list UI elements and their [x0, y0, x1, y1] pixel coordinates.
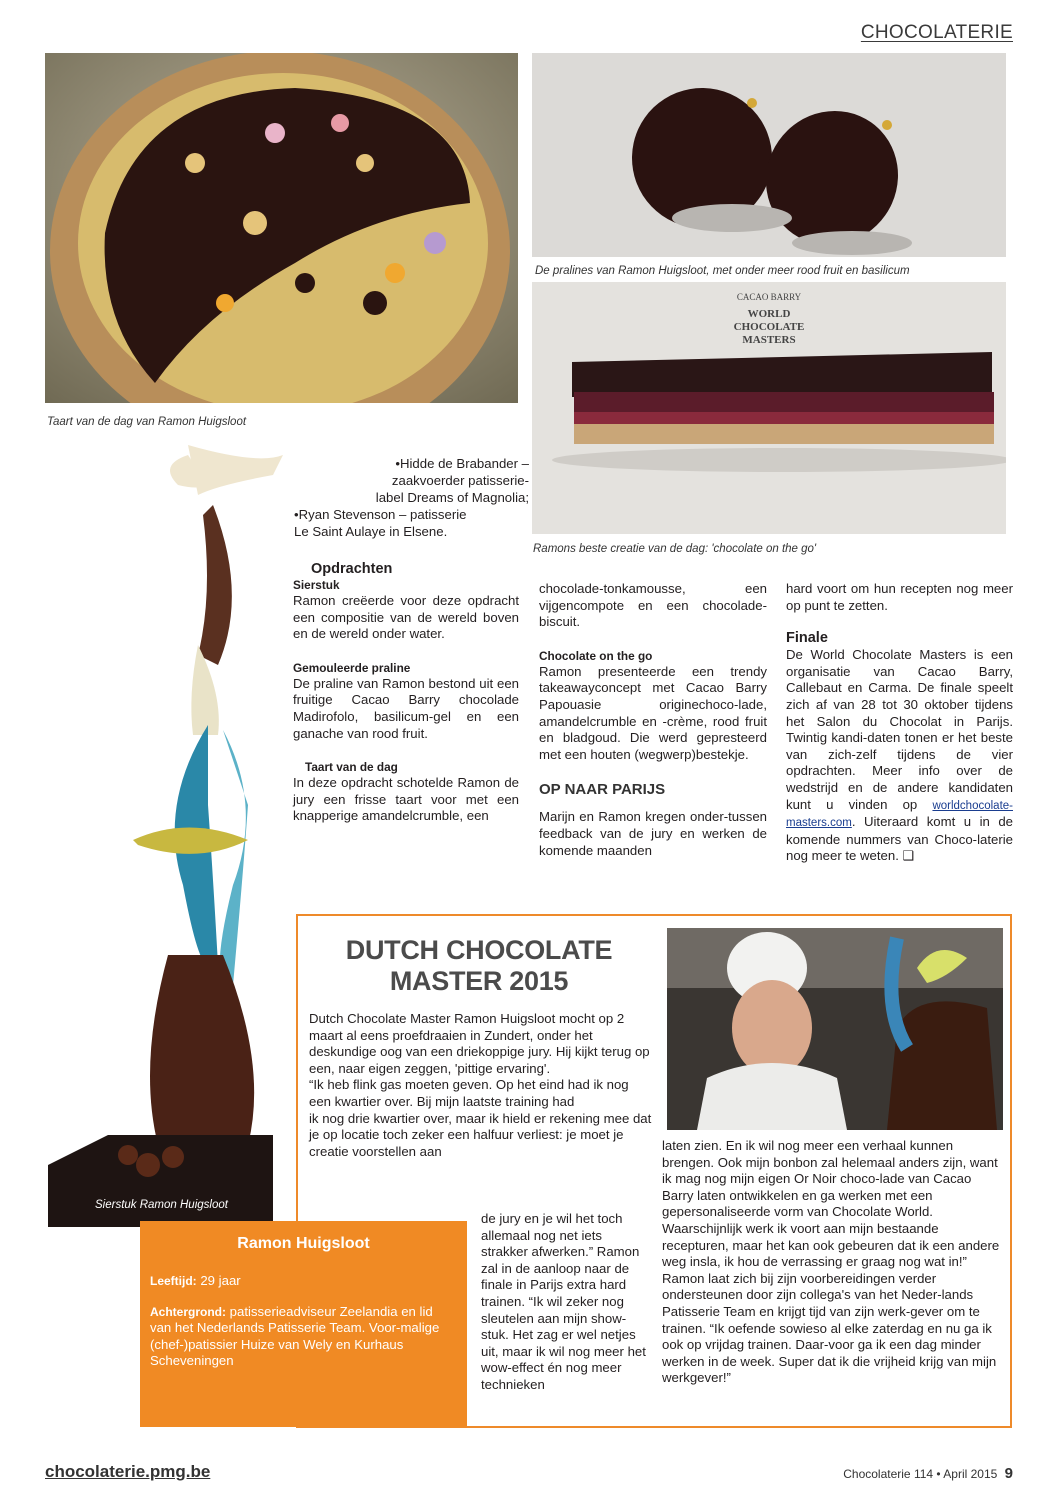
paragraph: Dutch Chocolate Master Ramon Huigsloot mocht op 2 maart al eens proefdraaien in Zundert, onder het deskundige oog van een driekoppige jury. Hij kijkt terug op een, naar eigen zeggen, 'pittige ervaring'. [309, 1011, 650, 1076]
title-line: DUTCH CHOCOLATE [345, 935, 613, 965]
profile-background [150, 1304, 457, 1370]
footer-issue [843, 1465, 1013, 1482]
background-value: patisserieadviseur Zeelandia en lid van het Nederlands Patisserie Team. Voor-malige (chef-)patissier Huize van Wely en Kurhaus Scheveningen [150, 1303, 440, 1368]
list-item: Le Saint Aulaye in Elsene. [294, 524, 448, 539]
paragraph: de jury en je wil het toch allemaal nog net iets strakker afwerken.” Ramon zal in de aanloop naar de finale in Parijs extra hard trainen. “Ik wil zeker nog sleutelen aan mijn show-stuk. Het zag er wel netjes uit, maar ik wil nog meer het wow-effect én nog meer technieken [481, 1211, 646, 1392]
footer-site-link[interactable]: chocolaterie.pmg.be [45, 1462, 211, 1481]
paragraph [786, 647, 1013, 865]
tart-caption: Taart van de dag van Ramon Huigsloot [47, 416, 247, 428]
tart-photo [45, 53, 518, 403]
feature-mid-col [481, 1211, 651, 1394]
subheading: Gemouleerde praline [293, 660, 411, 675]
paragraph: ik nog drie kwartier over, maar ik hield er rekening mee dat je op locatie toch zeker een halfuur verliest: je moet je creatie voorstellen aan [309, 1110, 652, 1159]
column-1 [293, 561, 519, 825]
subheading: Chocolate on the go [539, 648, 653, 663]
profile-age [150, 1273, 457, 1290]
paragraph-text: De World Chocolate Masters is een organisatie van Cacao Barry, Callebaut en Carma. De finale speelt zich af van 28 tot 30 oktober tijdens het Salon du Chocolat in Parijs. Twintig kandi-daten tonen er het beste van zich-zelf tijdens de vier opdrachten. Meer info over de wedstrijd en de andere kandidaten kunt u vinden op [786, 647, 1013, 812]
jury-list [294, 455, 529, 540]
list-item: label Dreams of Magnolia; [375, 490, 529, 505]
svg-text:MASTERS: MASTERS [742, 334, 796, 346]
column-3 [786, 581, 1013, 865]
section-heading: Finale [786, 630, 828, 647]
profile-title: Ramon Huigsloot [237, 1235, 370, 1252]
paragraph: hard voort om hun recepten nog meer op punt te zetten. [786, 581, 1013, 613]
bar-photo [532, 282, 1006, 534]
paragraph: laten zien. En ik wil nog meer een verhaal kunnen brengen. Ook mijn bonbon zal helemaal anders zijn, want ik mag nog mijn eigen Or Noir choco-lade van Cacao Barry laten ontwikkelen en ga werken met een gepersonaliseerde vorm van Chocolate World. Waarschijnlijk werk ik voort aan mijn bestaande recepturen, maar het kan ook gebeuren dat ik een andere weg insla, ik hou de verrassing er graag nog wat in!” Ramon laat zich bij zijn voorbereidingen verder ondersteunen door zijn collega's van het Neder-lands Patisserie Team en krijgt tijd van zijn werk-gever om te trainen. “Ik oefende sowieso al elke zaterdag en nu ga ik ook op vrijdag trainen. Daar-voor ga ik een dag minder werken in de week. Super dat ik die vrijheid krijg van mijn werkgever!” [662, 1138, 1000, 1386]
paragraph: Ramon presenteerde een trendy takeawayconcept met Cacao Barry Papouasie originechoco-lade, amandelcrumble en -crème, rood fruit en bladgoud. Die werd gepresteerd met een houten (wegwerp)bestekje. [539, 663, 767, 762]
svg-text:CACAO BARRY: CACAO BARRY [736, 292, 802, 302]
age-value: 29 jaar [200, 1273, 241, 1288]
paragraph: “Ik heb flink gas moeten geven. Op het eind had ik nog een kwartier over. Bij mijn laatste training had [309, 1077, 629, 1109]
svg-text:WORLD: WORLD [747, 308, 791, 320]
svg-text:CHOCOLATE: CHOCOLATE [733, 321, 805, 333]
feature-intro [309, 1011, 652, 1160]
subheading: Sierstuk [293, 578, 340, 592]
sculpture-caption: Sierstuk Ramon Huigsloot [95, 1199, 228, 1211]
sculpture-photo [48, 445, 288, 1227]
section-tag: CHOCOLATERIE [860, 22, 1013, 43]
pralines-photo [532, 53, 1006, 257]
section-heading: Opdrachten [311, 561, 393, 577]
list-item: •Hidde de Brabander – [395, 456, 529, 471]
website-link[interactable]: worldchocolate- [932, 799, 1013, 812]
profile-box [140, 1221, 467, 1427]
column-2 [539, 581, 767, 859]
paragraph: chocolade-tonkamousse, een vijgencompote en een chocolade-biscuit. [539, 581, 767, 630]
paragraph: Ramon creëerde voor deze opdracht een compositie van de wereld boven en de wereld onder water. [293, 593, 519, 642]
pralines-caption: De pralines van Ramon Huigsloot, met onder meer rood fruit en basilicum [535, 265, 910, 277]
age-label: Leeftijd: [150, 1274, 197, 1288]
website-link[interactable]: masters.com [786, 817, 852, 830]
list-item: zaakvoerder patisserie- [391, 473, 529, 488]
title-line: MASTER 2015 [389, 966, 569, 996]
paragraph-text: . Uiteraard komt u in de komende nummers van Choco-laterie nog meer te weten. ❑ [786, 814, 1013, 864]
paragraph: In deze opdracht schotelde Ramon de jury een frisse taart voor met een knapperige amandelcrumble, een [293, 775, 519, 824]
feature-right-col [662, 1138, 1004, 1387]
page-number: 9 [1004, 1465, 1013, 1482]
issue-text: Chocolaterie 114 • April 2015 [843, 1467, 998, 1481]
background-label: Achtergrond: [150, 1304, 226, 1319]
bar-caption: Ramons beste creatie van de dag: 'chocolate on the go' [533, 543, 817, 555]
subheading: Taart van de dag [305, 760, 398, 775]
chef-photo [667, 928, 1003, 1130]
list-item: •Ryan Stevenson – patisserie [294, 507, 467, 522]
section-heading: OP NAAR PARIJS [539, 781, 666, 799]
feature-title [310, 935, 648, 997]
paragraph: De praline van Ramon bestond uit een fruitige Cacao Barry chocolade Madirofolo, basilicum-gel en een ganache van rood fruit. [293, 675, 519, 741]
paragraph: Marijn en Ramon kregen onder-tussen feedback van de jury en werken de komende maanden [539, 809, 767, 858]
